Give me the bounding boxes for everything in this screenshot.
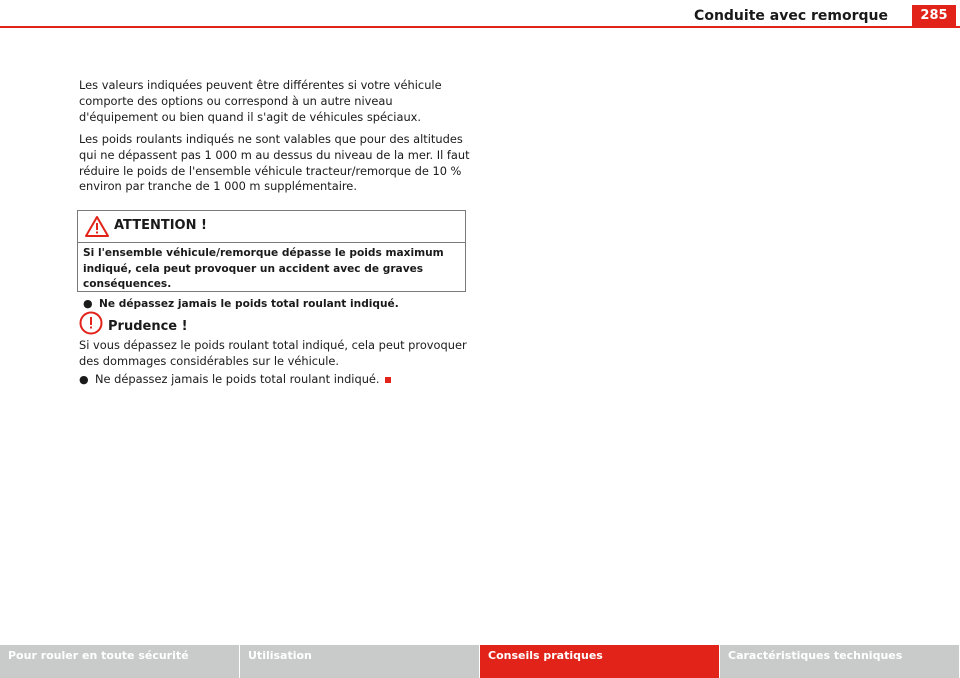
bullet-dot-icon: ● [79,373,89,386]
header-rule [0,26,960,28]
footer-nav [0,645,960,678]
caution-title: Prudence ! [108,319,188,334]
caution-circle-icon [79,311,103,339]
page-number: 285 [912,5,956,27]
attention-text: Si l'ensemble véhicule/remorque dépasse le poids maximum indiqué, cela peut provoquer un accident avec de graves conséquences. [83,247,444,290]
footer-tab-utilisation[interactable]: Utilisation [240,645,480,678]
attention-body [78,243,465,312]
body-paragraph-2: Les poids roulants indiqués ne sont valables que pour des altitudes qui ne dépassent pas 1 000 m au dessus du niveau de la mer. Il faut réduire le poids de l'ensemble véhicule tracteur/remorque de 10 % environ par tranche de 1 000 m supplémentaire. [79,132,470,194]
footer-tab-securite[interactable]: Pour rouler en toute sécurité [0,645,240,678]
warning-triangle-icon [85,216,109,241]
body-paragraph-1: Les valeurs indiquées peuvent être différentes si votre véhicule comporte des options ou correspond à un autre niveau d'équipement ou bien quand il s'agit de véhicules spéciaux. [79,78,442,124]
caution-bullet-text: Ne dépassez jamais le poids total roulant indiqué. [95,372,380,386]
caution-text: Si vous dépassez le poids roulant total indiqué, cela peut provoquer des dommages considérables sur le véhicule. [79,338,467,368]
attention-title: ATTENTION ! [114,218,207,233]
footer-tab-conseils-pratiques[interactable]: Conseils pratiques [480,645,720,678]
attention-bullet-item [83,296,460,313]
caution-bullet-item [79,372,474,388]
attention-box [77,210,466,310]
attention-bullet-text: Ne dépassez jamais le poids total roulant indiqué. [99,297,399,310]
end-square-icon [385,377,391,383]
footer-tab-caracteristiques-techniques[interactable]: Caractéristiques techniques [720,645,960,678]
section-title: Conduite avec remorque [694,8,888,24]
attention-header [78,211,465,243]
bullet-dot-icon: ● [83,296,93,310]
